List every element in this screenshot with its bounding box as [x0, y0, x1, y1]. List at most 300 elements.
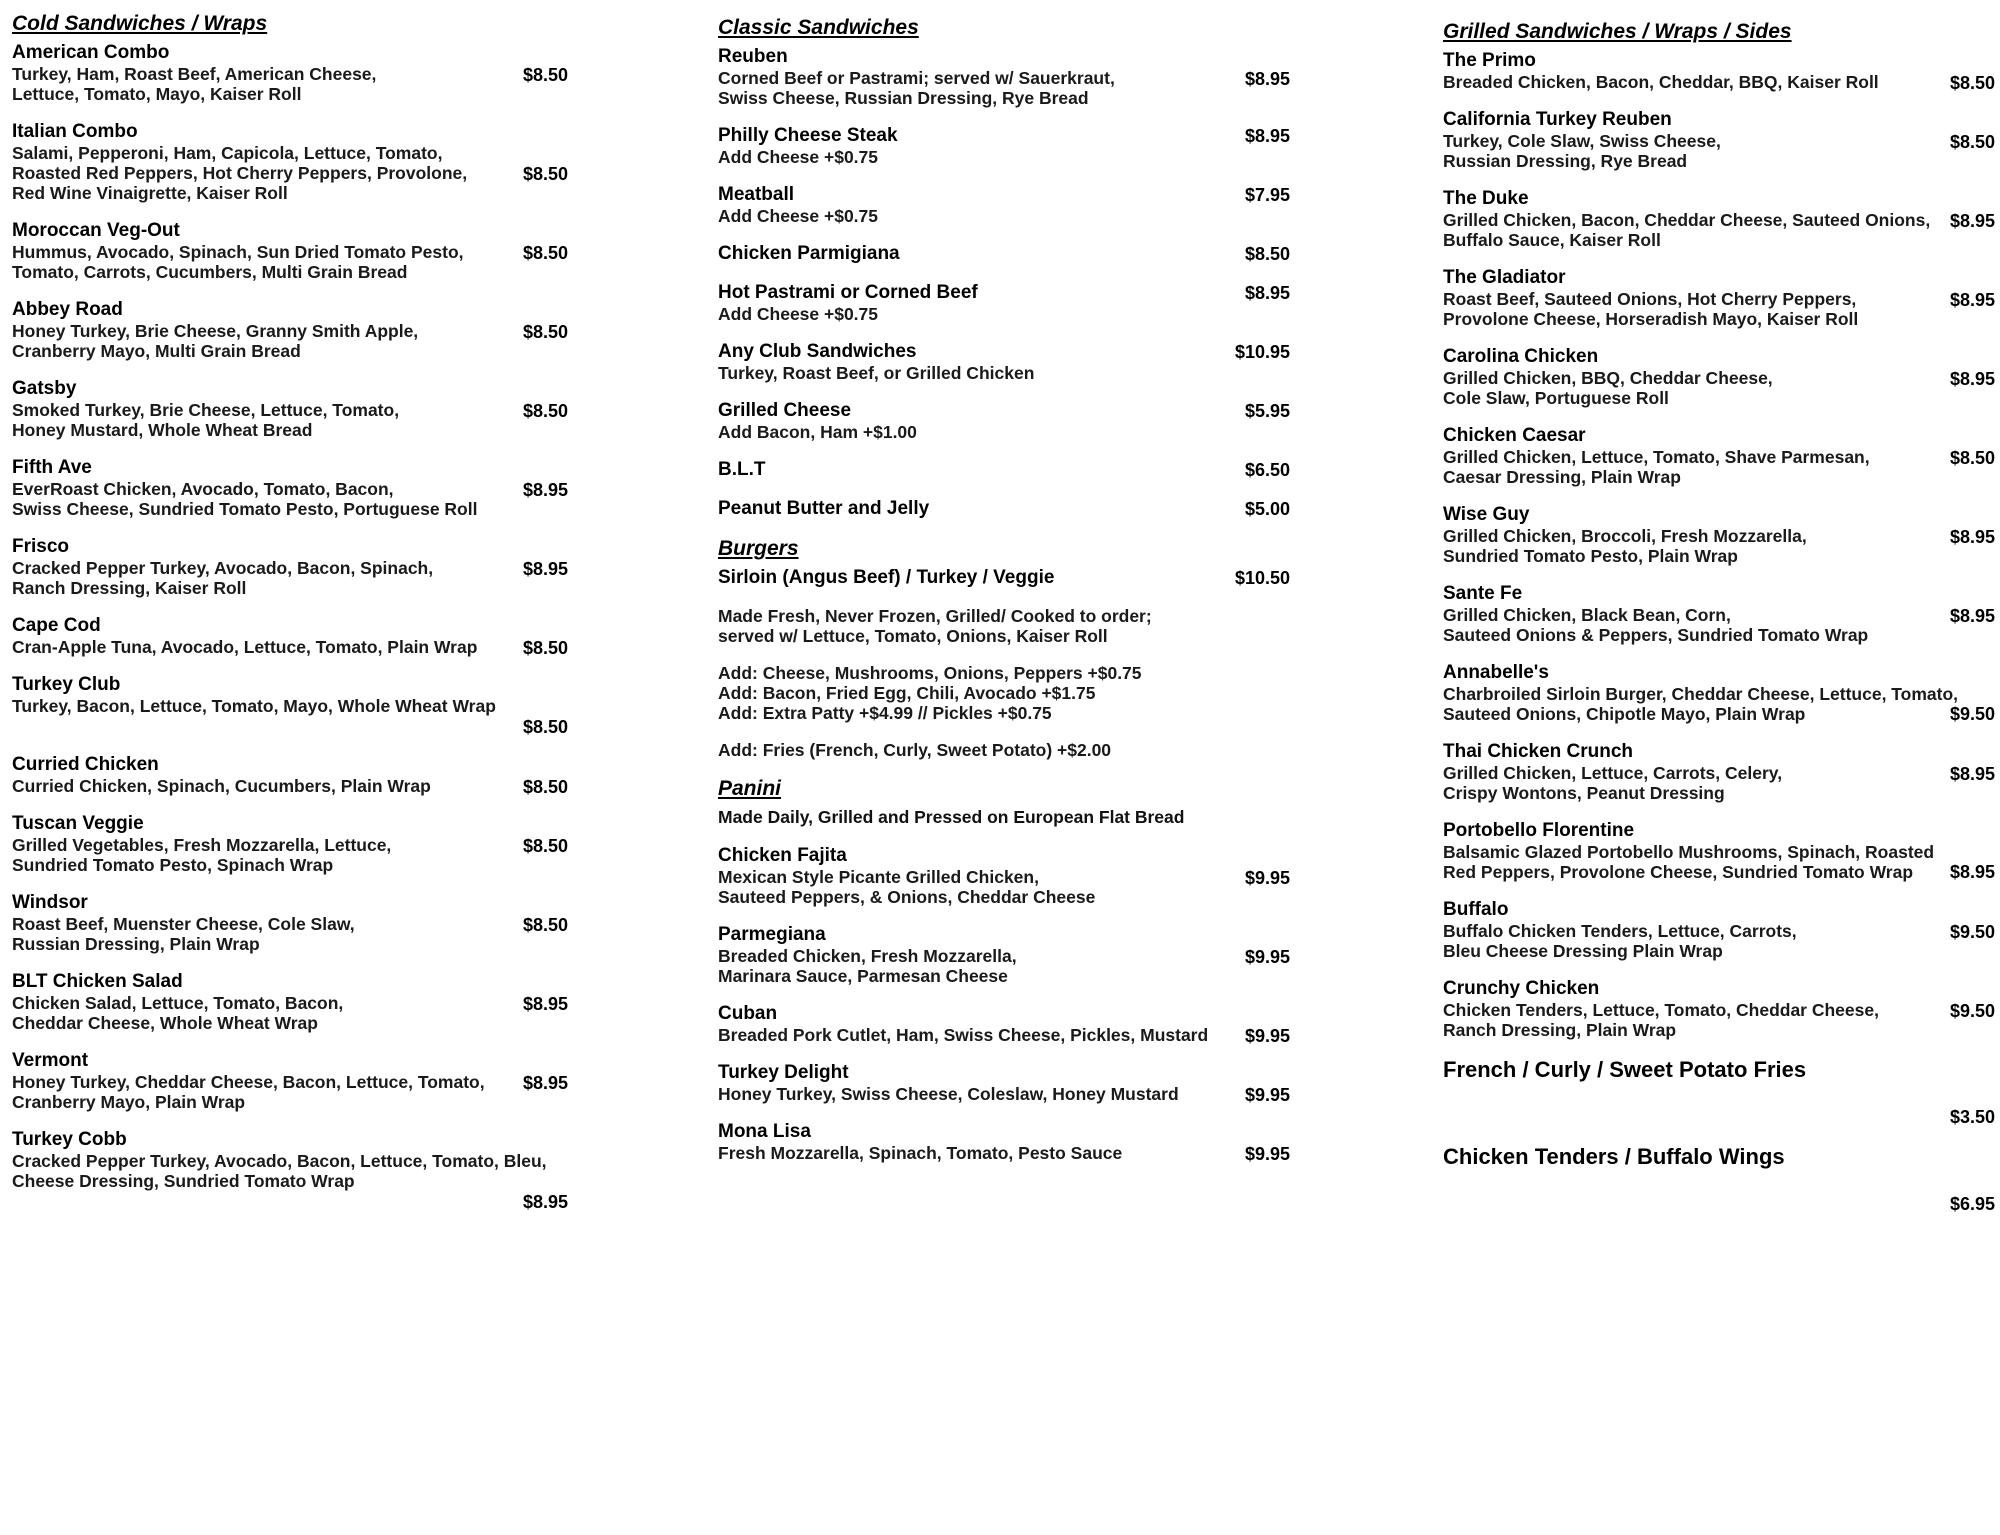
item-price: $8.50 — [1949, 73, 1995, 93]
menu-item-row — [1443, 1057, 1995, 1083]
item-description-line: Add Cheese +$0.75 — [718, 206, 879, 226]
menu-item — [718, 845, 1290, 907]
item-price: $9.50 — [1949, 922, 1995, 942]
item-price: $5.95 — [1244, 401, 1290, 421]
item-name: French / Curly / Sweet Potato Fries — [1443, 1057, 1807, 1082]
menu-column-grilled-sandwiches — [1443, 20, 1995, 1231]
menu-item-main — [12, 220, 568, 282]
item-name: Turkey Delight — [718, 1062, 849, 1083]
menu-item — [1443, 899, 1995, 961]
menu-item-main — [1443, 978, 1995, 1040]
item-name: Vermont — [12, 1050, 89, 1071]
menu-item-row — [1443, 899, 1995, 961]
menu-item — [1443, 504, 1995, 566]
menu-item — [1443, 978, 1995, 1040]
menu-item-row — [718, 663, 1290, 723]
item-description-line: Add Cheese +$0.75 — [718, 304, 879, 324]
menu-item-row — [718, 459, 1290, 481]
menu-item-row — [1443, 504, 1995, 566]
menu-item-row — [718, 1121, 1290, 1163]
menu-item — [12, 42, 568, 104]
item-price: $8.50 — [522, 164, 568, 184]
item-price: $6.50 — [1244, 460, 1290, 480]
menu-item-row — [12, 1129, 568, 1191]
menu-item-main — [1443, 741, 1995, 803]
menu-item-main — [1443, 425, 1995, 487]
item-name: Windsor — [12, 892, 88, 913]
menu-item-row — [1443, 978, 1995, 1040]
item-name: Chicken Tenders / Buffalo Wings — [1443, 1144, 1785, 1169]
menu-item-main — [12, 42, 568, 104]
menu-section — [718, 777, 1290, 1163]
menu-item-row — [12, 299, 568, 361]
menu-item-main — [718, 341, 1290, 383]
item-name: Philly Cheese Steak — [718, 125, 898, 146]
menu-item-main — [718, 1003, 1290, 1045]
item-description-line: served w/ Lettuce, Tomato, Onions, Kaiser Roll — [718, 626, 1108, 646]
menu-item-main — [718, 740, 1290, 760]
item-name: American Combo — [12, 42, 170, 63]
menu-item — [718, 243, 1290, 265]
menu-item — [12, 892, 568, 954]
item-name: B.L.T — [718, 459, 766, 480]
item-description-line: Swiss Cheese, Russian Dressing, Rye Bread — [718, 88, 1089, 108]
item-price: $8.95 — [1949, 606, 1995, 626]
menu-item-main — [718, 125, 1290, 167]
item-description-line: Turkey, Roast Beef, or Grilled Chicken — [718, 363, 1035, 383]
menu-item — [718, 567, 1290, 589]
item-description-line: Cheddar Cheese, Whole Wheat Wrap — [12, 1013, 318, 1033]
item-price: $8.50 — [522, 717, 568, 737]
menu-item-row — [12, 536, 568, 598]
item-description-line: Cracked Pepper Turkey, Avocado, Bacon, Lettuce, Tomato, Bleu, — [12, 1151, 547, 1171]
item-name: Parmegiana — [718, 924, 826, 945]
menu-item — [1443, 50, 1995, 92]
item-description-line: Add: Extra Patty +$4.99 // Pickles +$0.75 — [718, 703, 1052, 723]
item-description-line: Curried Chicken, Spinach, Cucumbers, Plain Wrap — [12, 776, 431, 796]
item-description-line: Grilled Chicken, Lettuce, Carrots, Celery, — [1443, 763, 1783, 783]
item-name: The Gladiator — [1443, 267, 1566, 288]
item-description-line: Balsamic Glazed Portobello Mushrooms, Spinach, Roasted — [1443, 842, 1935, 862]
item-description-line: Turkey, Bacon, Lettuce, Tomato, Mayo, Whole Wheat Wrap — [12, 696, 496, 716]
item-description-line: Chicken Tenders, Lettuce, Tomato, Cheddar Cheese, — [1443, 1000, 1879, 1020]
menu-item-row — [12, 813, 568, 875]
item-price: $8.95 — [522, 994, 568, 1014]
item-name: The Primo — [1443, 50, 1536, 71]
item-name: Reuben — [718, 46, 788, 67]
menu-item-row — [1443, 346, 1995, 408]
item-description-line: Made Fresh, Never Frozen, Grilled/ Cooked to order; — [718, 606, 1152, 626]
item-description-line: Tomato, Carrots, Cucumbers, Multi Grain Bread — [12, 262, 408, 282]
item-description-line: Chicken Salad, Lettuce, Tomato, Bacon, — [12, 993, 344, 1013]
menu-item-main — [12, 536, 568, 598]
item-price: $5.00 — [1244, 499, 1290, 519]
menu-item-row — [718, 282, 1290, 324]
menu-item-main — [718, 1062, 1290, 1104]
menu-item — [718, 924, 1290, 986]
item-name: Cuban — [718, 1003, 778, 1024]
item-description-line: Grilled Chicken, BBQ, Cheddar Cheese, — [1443, 368, 1773, 388]
item-description-line: Russian Dressing, Plain Wrap — [12, 934, 260, 954]
item-name: Abbey Road — [12, 299, 123, 320]
item-name: Tuscan Veggie — [12, 813, 144, 834]
menu-note — [718, 663, 1290, 723]
item-name: Mona Lisa — [718, 1121, 811, 1142]
menu-item — [12, 121, 568, 203]
menu-item-main — [1443, 1057, 1995, 1083]
menu-item-main — [12, 121, 568, 203]
item-description-line: Cran-Apple Tuna, Avocado, Lettuce, Tomato, Plain Wrap — [12, 637, 478, 657]
menu-item — [1443, 346, 1995, 408]
menu-section — [1443, 20, 1995, 1214]
menu-item-main — [718, 459, 1290, 481]
item-price: $8.95 — [1949, 211, 1995, 231]
section-title: Grilled Sandwiches / Wraps / Sides — [1443, 20, 1792, 43]
item-name: Portobello Florentine — [1443, 820, 1635, 841]
item-price: $8.50 — [1949, 132, 1995, 152]
menu-item-row — [1443, 1144, 1995, 1170]
menu-item-main — [718, 1121, 1290, 1163]
item-price: $9.95 — [1244, 1026, 1290, 1046]
item-description-line: Corned Beef or Pastrami; served w/ Sauerkraut, — [718, 68, 1115, 88]
menu-item-main — [12, 615, 568, 657]
item-name: Frisco — [12, 536, 70, 557]
item-price: $8.50 — [522, 638, 568, 658]
item-description-line: Grilled Chicken, Black Bean, Corn, — [1443, 605, 1731, 625]
menu-item-row — [718, 567, 1290, 589]
menu-item-row — [12, 378, 568, 440]
menu-item-main — [12, 674, 568, 716]
menu-item — [12, 457, 568, 519]
menu-item-row — [12, 121, 568, 203]
item-description-line: Red Peppers, Provolone Cheese, Sundried Tomato Wrap — [1443, 862, 1914, 882]
item-description-line: Salami, Pepperoni, Ham, Capicola, Lettuce, Tomato, — [12, 143, 443, 163]
item-name: Turkey Club — [12, 674, 121, 695]
menu-item — [1443, 583, 1995, 645]
item-name: Chicken Caesar — [1443, 425, 1586, 446]
item-name: Italian Combo — [12, 121, 138, 142]
menu-item — [718, 341, 1290, 383]
item-description-line: Ranch Dressing, Plain Wrap — [1443, 1020, 1677, 1040]
menu-note — [718, 606, 1290, 646]
menu-item-main — [718, 567, 1290, 589]
item-description-line: Roast Beef, Sauteed Onions, Hot Cherry Peppers, — [1443, 289, 1857, 309]
item-name: Sante Fe — [1443, 583, 1523, 604]
item-description-line: Ranch Dressing, Kaiser Roll — [12, 578, 247, 598]
menu-item-main — [1443, 50, 1995, 92]
item-description-line: EverRoast Chicken, Avocado, Tomato, Bacon, — [12, 479, 394, 499]
item-price: $10.95 — [1234, 342, 1290, 362]
menu-item-row — [1443, 662, 1995, 724]
menu-item — [718, 1003, 1290, 1045]
menu-item-main — [12, 1129, 568, 1191]
item-price: $8.95 — [522, 1073, 568, 1093]
menu-item-main — [12, 299, 568, 361]
item-name: Chicken Parmigiana — [718, 243, 900, 264]
menu-item — [1443, 188, 1995, 250]
menu-item-main — [718, 282, 1290, 324]
item-description-line: Mexican Style Picante Grilled Chicken, — [718, 867, 1039, 887]
item-description-line: Grilled Chicken, Bacon, Cheddar Cheese, Sauteed Onions, — [1443, 210, 1931, 230]
item-price: $8.95 — [522, 480, 568, 500]
menu-item-row — [12, 674, 568, 716]
item-name: Turkey Cobb — [12, 1129, 127, 1150]
item-price: $8.95 — [1949, 764, 1995, 784]
item-name: Sirloin (Angus Beef) / Turkey / Veggie — [718, 567, 1055, 588]
menu-item-row — [718, 184, 1290, 226]
menu-column-cold-sandwiches — [12, 12, 568, 1229]
menu-item-row — [1443, 583, 1995, 645]
menu-item-main — [718, 243, 1290, 265]
item-description-line: Russian Dressing, Rye Bread — [1443, 151, 1688, 171]
item-description-line: Breaded Chicken, Fresh Mozzarella, — [718, 946, 1017, 966]
item-description-line: Cracked Pepper Turkey, Avocado, Bacon, Spinach, — [12, 558, 434, 578]
menu-item — [12, 674, 568, 737]
item-description-line: Cole Slaw, Portuguese Roll — [1443, 388, 1669, 408]
item-price: $9.50 — [1949, 1001, 1995, 1021]
menu-item-main — [12, 971, 568, 1033]
menu-item — [12, 220, 568, 282]
menu-item-main — [1443, 346, 1995, 408]
menu-item-row — [1443, 425, 1995, 487]
item-price: $9.95 — [1244, 1085, 1290, 1105]
item-price: $8.50 — [522, 836, 568, 856]
menu-item-row — [718, 46, 1290, 108]
item-description-line: Charbroiled Sirloin Burger, Cheddar Cheese, Lettuce, Tomato, — [1443, 684, 1959, 704]
item-price: $8.50 — [522, 401, 568, 421]
menu-item-main — [718, 184, 1290, 226]
item-description-line: Hummus, Avocado, Spinach, Sun Dried Tomato Pesto, — [12, 242, 464, 262]
item-price: $3.50 — [1949, 1107, 1995, 1127]
menu-item-row — [1443, 109, 1995, 171]
item-description-line: Add Cheese +$0.75 — [718, 147, 879, 167]
menu-section — [12, 12, 568, 1212]
menu-item-main — [718, 663, 1290, 723]
menu-item — [12, 299, 568, 361]
item-description-line: Red Wine Vinaigrette, Kaiser Roll — [12, 183, 288, 203]
item-name: Annabelle's — [1443, 662, 1549, 683]
menu-item — [12, 971, 568, 1033]
menu-item-row — [12, 42, 568, 104]
item-description-line: Cranberry Mayo, Multi Grain Bread — [12, 341, 301, 361]
item-name: Chicken Fajita — [718, 845, 847, 866]
item-description-line: Honey Turkey, Brie Cheese, Granny Smith Apple, — [12, 321, 419, 341]
menu-item — [718, 125, 1290, 167]
item-name: Any Club Sandwiches — [718, 341, 917, 362]
item-price: $8.95 — [1949, 527, 1995, 547]
item-price: $9.95 — [1244, 1144, 1290, 1164]
menu-item-row — [718, 845, 1290, 907]
item-price: $9.95 — [1244, 868, 1290, 888]
section-title: Burgers — [718, 537, 799, 560]
item-description-line: Honey Mustard, Whole Wheat Bread — [12, 420, 313, 440]
menu-item-main — [12, 378, 568, 440]
item-description-line: Smoked Turkey, Brie Cheese, Lettuce, Tomato, — [12, 400, 400, 420]
item-name: BLT Chicken Salad — [12, 971, 183, 992]
item-description-line: Turkey, Ham, Roast Beef, American Cheese, — [12, 64, 377, 84]
item-description-line: Marinara Sauce, Parmesan Cheese — [718, 966, 1008, 986]
menu-item — [718, 1121, 1290, 1163]
menu-item-main — [1443, 109, 1995, 171]
item-price: $10.50 — [1234, 568, 1290, 588]
menu-item — [12, 615, 568, 657]
item-name: Fifth Ave — [12, 457, 92, 478]
menu-item-main — [1443, 1144, 1995, 1170]
menu-item-row — [1443, 50, 1995, 92]
menu-item — [12, 813, 568, 875]
item-description-line: Add: Bacon, Fried Egg, Chili, Avocado +$1.75 — [718, 683, 1096, 703]
menu-item-row — [12, 892, 568, 954]
section-title: Panini — [718, 777, 782, 800]
menu-item-main — [12, 813, 568, 875]
menu-item — [718, 282, 1290, 324]
menu-item — [1443, 741, 1995, 803]
menu-item-row — [12, 457, 568, 519]
menu-item — [1443, 1057, 1995, 1127]
item-description-line: Sundried Tomato Pesto, Spinach Wrap — [12, 855, 334, 875]
menu-item-main — [718, 845, 1290, 907]
menu-item — [1443, 425, 1995, 487]
menu-section — [718, 537, 1290, 760]
item-description-line: Add: Cheese, Mushrooms, Onions, Peppers +$0.75 — [718, 663, 1142, 683]
item-description-line: Add Bacon, Ham +$1.00 — [718, 422, 917, 442]
item-description-line: Cranberry Mayo, Plain Wrap — [12, 1092, 246, 1112]
item-description-line: Swiss Cheese, Sundried Tomato Pesto, Portuguese Roll — [12, 499, 478, 519]
item-name: Wise Guy — [1443, 504, 1530, 525]
item-name: Buffalo — [1443, 899, 1509, 920]
item-price: $8.50 — [522, 65, 568, 85]
item-price: $9.95 — [1244, 947, 1290, 967]
item-name: Grilled Cheese — [718, 400, 852, 421]
menu-item-main — [718, 606, 1290, 646]
item-description-line: Breaded Pork Cutlet, Ham, Swiss Cheese, Pickles, Mustard — [718, 1025, 1209, 1045]
menu-item-row — [1443, 267, 1995, 329]
menu-item — [718, 1062, 1290, 1104]
menu-section — [718, 16, 1290, 520]
menu-item — [718, 498, 1290, 520]
item-description-line: Sauteed Peppers, & Onions, Cheddar Cheese — [718, 887, 1096, 907]
item-description-line: Honey Turkey, Swiss Cheese, Coleslaw, Honey Mustard — [718, 1084, 1179, 1104]
section-subtitle: Made Daily, Grilled and Pressed on European Flat Bread — [718, 807, 1185, 827]
menu-item-row — [718, 1003, 1290, 1045]
menu-item-row — [12, 220, 568, 282]
item-description-line: Crispy Wontons, Peanut Dressing — [1443, 783, 1725, 803]
section-title: Cold Sandwiches / Wraps — [12, 12, 268, 35]
menu-item-main — [1443, 820, 1995, 882]
item-price: $8.95 — [522, 559, 568, 579]
item-name: Meatball — [718, 184, 795, 205]
menu-item-main — [1443, 504, 1995, 566]
item-name: Carolina Chicken — [1443, 346, 1599, 367]
item-price: $8.95 — [1949, 862, 1995, 882]
menu-item — [718, 459, 1290, 481]
section-title: Classic Sandwiches — [718, 16, 919, 39]
menu-item — [12, 378, 568, 440]
item-description-line: Roast Beef, Muenster Cheese, Cole Slaw, — [12, 914, 355, 934]
menu-item-row — [12, 615, 568, 657]
menu-item — [12, 754, 568, 796]
item-name: Curried Chicken — [12, 754, 159, 775]
item-name: Moroccan Veg-Out — [12, 220, 180, 241]
item-description-line: Sundried Tomato Pesto, Plain Wrap — [1443, 546, 1738, 566]
item-name: Cape Cod — [12, 615, 101, 636]
menu-item-main — [718, 498, 1290, 520]
menu-item — [1443, 267, 1995, 329]
menu-item-main — [12, 1050, 568, 1112]
menu-item-row — [718, 498, 1290, 520]
menu-item-row — [718, 924, 1290, 986]
item-description-line: Sauteed Onions & Peppers, Sundried Tomato Wrap — [1443, 625, 1869, 645]
item-name: Thai Chicken Crunch — [1443, 741, 1634, 762]
menu-item — [12, 536, 568, 598]
item-price: $9.50 — [1949, 704, 1995, 724]
item-price: $8.50 — [522, 777, 568, 797]
menu-item-main — [1443, 662, 1995, 724]
item-description-line: Breaded Chicken, Bacon, Cheddar, BBQ, Kaiser Roll — [1443, 72, 1879, 92]
item-description-line: Sauteed Onions, Chipotle Mayo, Plain Wrap — [1443, 704, 1806, 724]
menu-item-main — [1443, 267, 1995, 329]
item-price: $8.95 — [1244, 69, 1290, 89]
menu-item-main — [12, 457, 568, 519]
menu-item-main — [1443, 188, 1995, 250]
item-description-line: Lettuce, Tomato, Mayo, Kaiser Roll — [12, 84, 302, 104]
menu-item — [1443, 662, 1995, 724]
menu-item-row — [12, 754, 568, 796]
menu-item-main — [12, 892, 568, 954]
item-price: $8.50 — [522, 322, 568, 342]
item-name: Hot Pastrami or Corned Beef — [718, 282, 978, 303]
menu-item — [718, 400, 1290, 442]
menu-item — [12, 1129, 568, 1212]
item-name: Peanut Butter and Jelly — [718, 498, 930, 519]
menu-item — [718, 46, 1290, 108]
item-description-line: Cheese Dressing, Sundried Tomato Wrap — [12, 1171, 355, 1191]
menu-item — [718, 184, 1290, 226]
item-description-line: Bleu Cheese Dressing Plain Wrap — [1443, 941, 1723, 961]
menu-item-main — [718, 46, 1290, 108]
menu-column-classic-sandwiches — [718, 16, 1290, 1180]
item-price: $8.50 — [1244, 244, 1290, 264]
item-price: $8.50 — [522, 915, 568, 935]
menu-item-row — [718, 341, 1290, 383]
menu-item-main — [1443, 583, 1995, 645]
item-description-line: Grilled Chicken, Lettuce, Tomato, Shave Parmesan, — [1443, 447, 1870, 467]
menu-item-row — [12, 1050, 568, 1112]
menu-item — [1443, 109, 1995, 171]
item-description-line: Buffalo Chicken Tenders, Lettuce, Carrots, — [1443, 921, 1797, 941]
menu-item-row — [718, 606, 1290, 646]
menu-item-row — [718, 1062, 1290, 1104]
item-description-line: Caesar Dressing, Plain Wrap — [1443, 467, 1681, 487]
menu-item-row — [718, 400, 1290, 442]
item-description-line: Fresh Mozzarella, Spinach, Tomato, Pesto Sauce — [718, 1143, 1123, 1163]
item-description-line: Provolone Cheese, Horseradish Mayo, Kaiser Roll — [1443, 309, 1859, 329]
item-description-line: Grilled Chicken, Broccoli, Fresh Mozzarella, — [1443, 526, 1807, 546]
item-price: $6.95 — [1949, 1194, 1995, 1214]
menu-item — [1443, 820, 1995, 882]
menu-item-main — [1443, 899, 1995, 961]
item-price: $8.95 — [1949, 369, 1995, 389]
menu-item-row — [1443, 741, 1995, 803]
menu-item-row — [718, 125, 1290, 167]
item-description-line: Add: Fries (French, Curly, Sweet Potato) +$2.00 — [718, 740, 1112, 760]
item-price: $8.95 — [1949, 290, 1995, 310]
menu-item-row — [1443, 820, 1995, 882]
item-price: $7.95 — [1244, 185, 1290, 205]
menu-item-row — [718, 740, 1290, 760]
item-price: $8.50 — [1949, 448, 1995, 468]
menu-item — [1443, 1144, 1995, 1214]
